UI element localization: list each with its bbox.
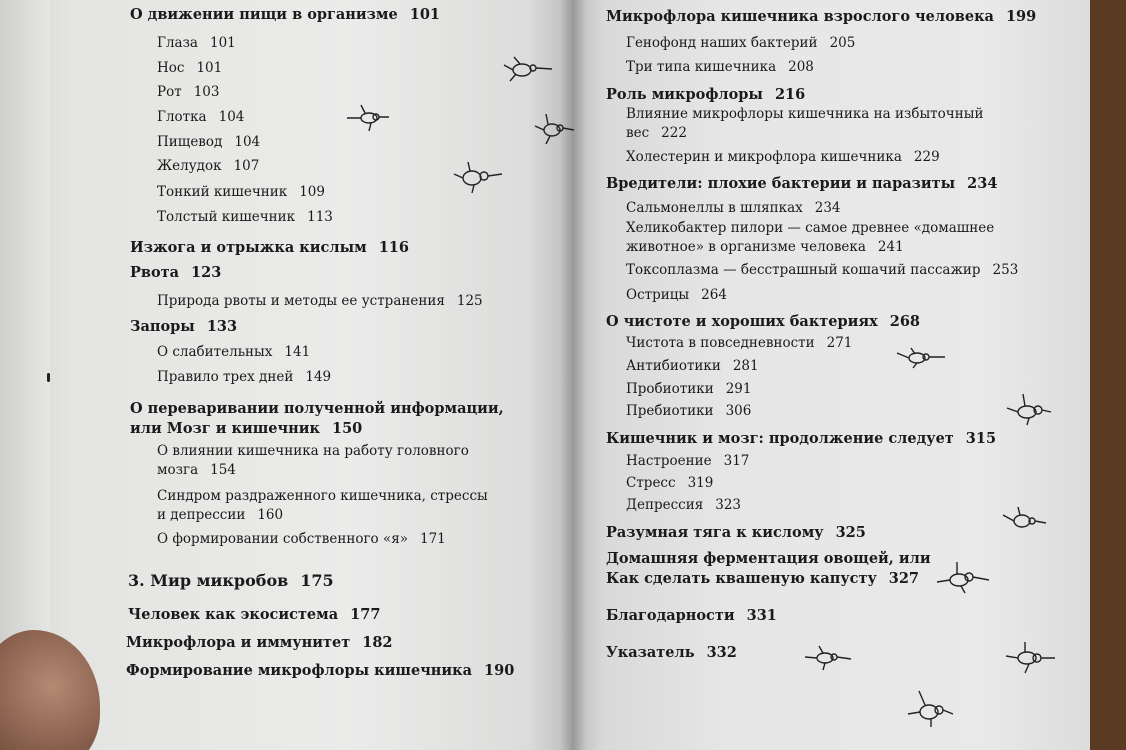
toc-entry: Нос 101 [157,60,223,76]
bacterium-doodle-icon [803,645,853,671]
toc-entry: О слабительных 141 [157,344,311,360]
toc-entry: Рот 103 [157,84,220,100]
toc-entry: Синдром раздраженного кишечника, стрессы и депрессии 160 [157,488,488,523]
toc-entry: Пищевод 104 [157,134,261,150]
toc-entry: Благодарности 331 [606,607,777,624]
toc-entry: Хеликобактер пилори — самое древнее «домашнее животное» в организме человека 241 [626,220,995,255]
toc-entry: Кишечник и мозг: продолжение следует 315 [606,430,997,447]
bacterium-doodle-icon [500,55,554,85]
toc-entry: Настроение 317 [626,453,750,469]
bacterium-doodle-icon [895,347,947,369]
toc-entry: Толстый кишечник 113 [157,209,333,225]
toc-entry: Роль микрофлоры 216 [606,86,806,103]
toc-entry: Природа рвоты и методы ее устранения 125 [157,293,483,309]
toc-entry: Желудок 107 [157,158,260,174]
toc-entry: Разумная тяга к кислому 325 [606,524,866,541]
toc-entry: Человек как экосистема 177 [128,606,381,623]
bacterium-doodle-icon [1003,392,1053,426]
toc-entry: Влияние микрофлоры кишечника на избыточный вес 222 [626,106,984,141]
toc-entry: Микрофлора кишечника взрослого человека 199 [606,8,1037,25]
bacterium-doodle-icon [345,103,397,133]
toc-entry: Запоры 133 [130,318,238,335]
margin-mark [47,373,50,382]
bacterium-doodle-icon [905,688,955,728]
toc-entry: О влиянии кишечника на работу головного мозга 154 [157,443,469,478]
toc-entry: Генофонд наших бактерий 205 [626,35,856,51]
toc-entry: Стресс 319 [626,475,714,491]
toc-entry: Холестерин и микрофлора кишечника 229 [626,149,940,165]
toc-entry: Сальмонеллы в шляпках 234 [626,200,841,216]
bacterium-doodle-icon [532,112,576,146]
toc-entry: Депрессия 323 [626,497,742,513]
toc-entry: О переваривании полученной информации, или Мозг и кишечник 150 [130,400,504,437]
toc-entry: Токсоплазма — бесстрашный кошачий пассажир 253 [626,262,1019,278]
toc-entry: Изжога и отрыжка кислым 116 [130,239,409,256]
bacterium-doodle-icon [1000,505,1048,535]
toc-entry: Глотка 104 [157,109,245,125]
toc-entry: Острицы 264 [626,287,727,303]
toc-entry: О движении пищи в организме 101 [130,6,441,23]
bacterium-doodle-icon [935,560,991,594]
toc-entry: Тонкий кишечник 109 [157,184,325,200]
toc-entry: Пробиотики 291 [626,381,752,397]
toc-entry: Микрофлора и иммунитет 182 [126,634,393,651]
toc-entry: Рвота 123 [130,264,222,281]
toc-entry: Правило трех дней 149 [157,369,332,385]
toc-entry: Домашняя ферментация овощей, или Как сделать квашеную капусту 327 [606,550,931,587]
toc-entry: Формирование микрофлоры кишечника 190 [126,662,515,679]
toc-entry: Глаза 101 [157,35,236,51]
chapter-heading: 3. Мир микробов 175 [128,571,334,590]
toc-entry: Вредители: плохие бактерии и паразиты 234 [606,175,998,192]
toc-entry: Чистота в повседневности 271 [626,335,853,351]
toc-entry: Антибиотики 281 [626,358,759,374]
toc-entry: О формировании собственного «я» 171 [157,531,446,547]
bacterium-doodle-icon [452,160,504,194]
bacterium-doodle-icon [1003,640,1057,674]
toc-entry: Три типа кишечника 208 [626,59,814,75]
toc-entry: Пребиотики 306 [626,403,752,419]
toc-entry: Указатель 332 [606,644,737,661]
toc-entry: О чистоте и хороших бактериях 268 [606,313,921,330]
